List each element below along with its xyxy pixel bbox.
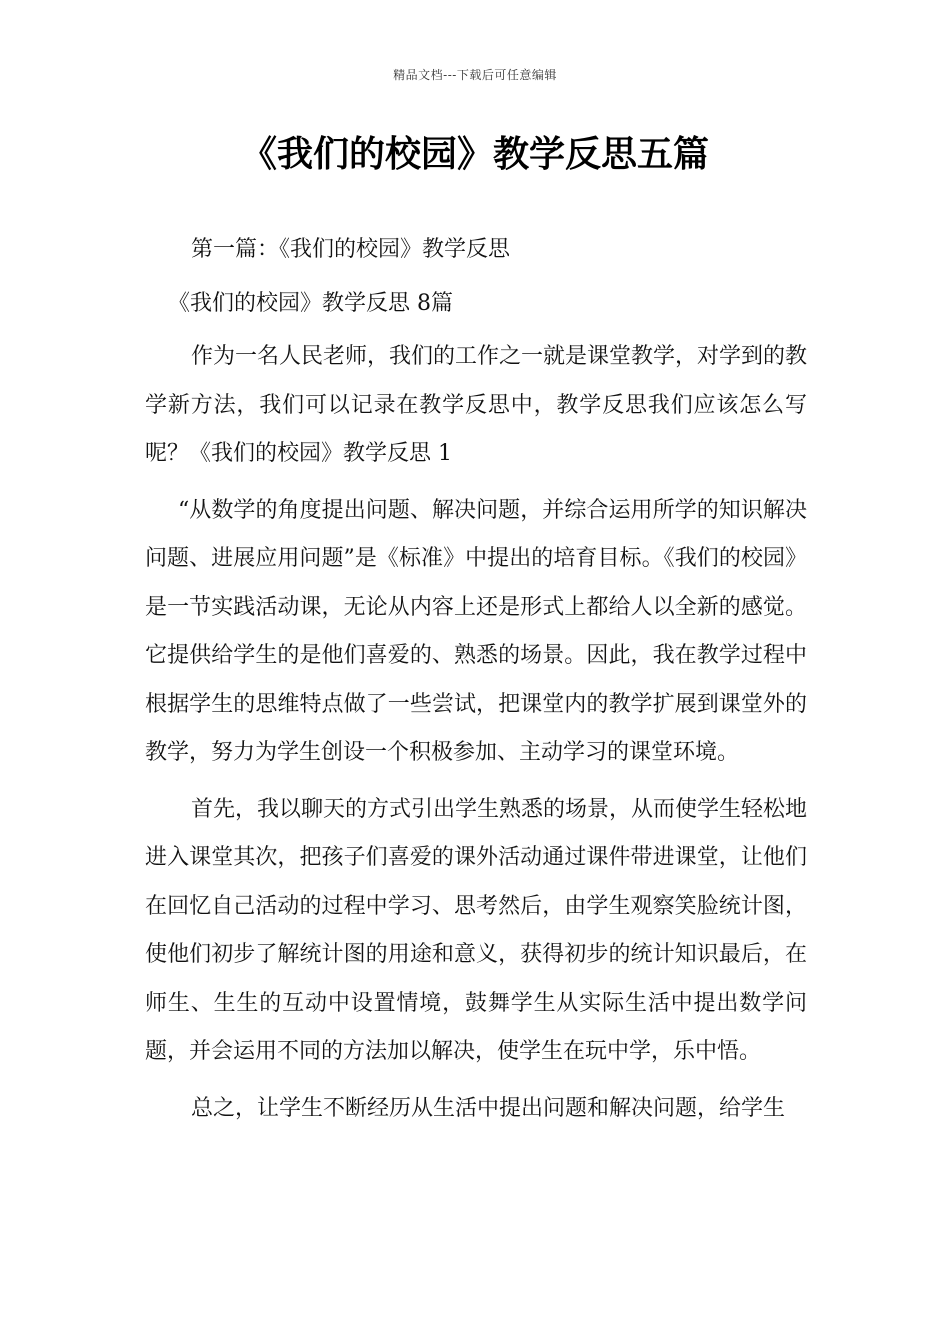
- header-note: 精品文档---下载后可任意编辑: [393, 68, 557, 82]
- document-title: 《我们的校园》教学反思五篇: [240, 133, 709, 175]
- paragraph: “从数学的角度提出问题、解决问题，并综合运用所学的知识解决问题、进展应用问题”是《标准》中提出的培育目标。《我们的校园》是一节实践活动课，无论从内容上还是形式上都给人以全新的感觉。它提供给学生的是他们喜爱的、熟悉的场景。因此，我在教学过程中根据学生的思维特点做了一些尝试，把课堂内的教学扩展到课堂外的教学，努力为学生创设一个积极参加、主动学习的课堂环境。: [145, 497, 807, 765]
- paragraph: 总之，让学生不断经历从生活中提出问题和解决问题，给学生: [191, 1095, 786, 1121]
- sub-heading: 《我们的校园》教学反思 8篇: [168, 290, 453, 316]
- paragraph: 作为一名人民老师，我们的工作之一就是课堂教学，对学到的教学新方法，我们可以记录在教学反思中，教学反思我们应该怎么写呢？《我们的校园》教学反思 1: [145, 344, 808, 466]
- document-body: [145, 226, 807, 1141]
- paragraph: 首先，我以聊天的方式引出学生熟悉的场景，从而使学生轻松地进入课堂其次，把孩子们喜爱的课外活动通过课件带进课堂，让他们在回忆自己活动的过程中学习、思考然后，由学生观察笑脸统计图，使他们初步了解统计图的用途和意义，获得初步的统计知识最后，在师生、生生的互动中设置情境，鼓舞学生从实际生活中提出数学问题，并会运用不同的方法加以解决，使学生在玩中学，乐中悟。: [145, 796, 808, 1064]
- section-heading: 第一篇：《我们的校园》教学反思: [191, 237, 511, 262]
